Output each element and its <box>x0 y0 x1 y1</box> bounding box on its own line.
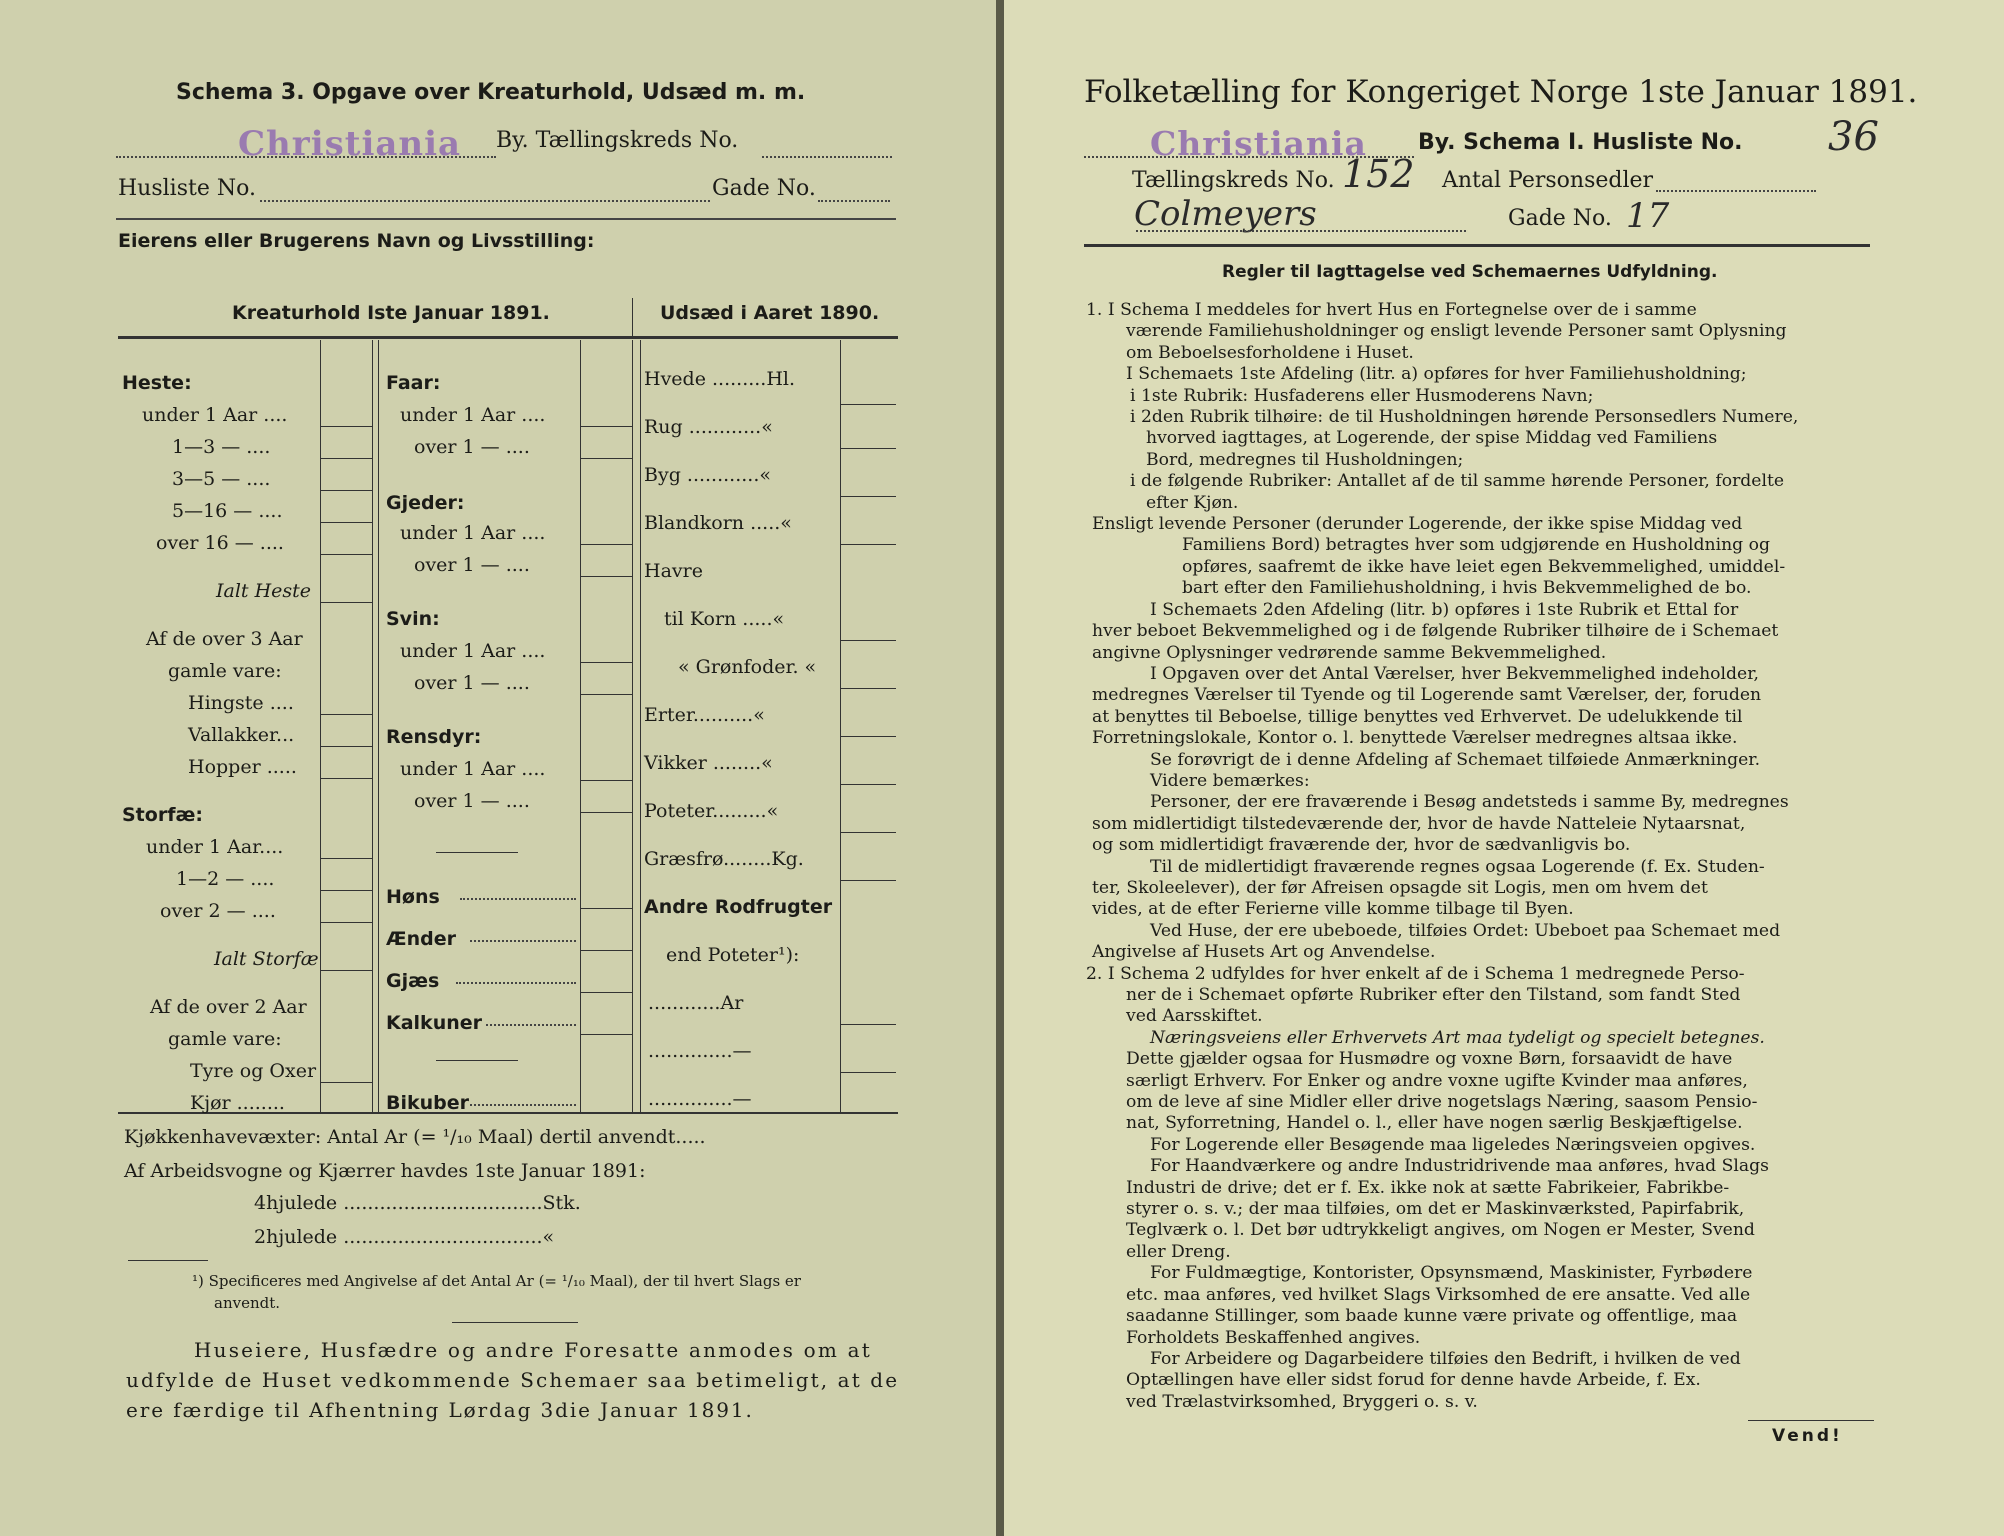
rule-line: Ved Huse, der ere ubeboede, tilføies Ordet: Ubeboet paa Schemaet med <box>1150 920 1781 941</box>
col1-row: gamle vare: <box>168 660 282 682</box>
rule-line: efter Kjøn. <box>1146 492 1239 513</box>
col1-valuecol-left <box>320 340 321 1112</box>
cell-line <box>840 496 896 497</box>
rule-line: at benyttes til Beboelse, tillige benyttes ved Erhvervet. De udelukkende til <box>1092 706 1743 727</box>
col2-row: under 1 Aar .... <box>400 522 546 544</box>
dotfill <box>486 1024 576 1026</box>
rule-line: bart efter den Familiehusholdning, i hvis Bekvemmelighed de bo. <box>1182 578 1752 599</box>
rule-line: ved Trælastvirksomhed, Bryggeri o. s. v. <box>1126 1391 1478 1412</box>
header-rule-right <box>1084 244 1870 247</box>
rule-line: vides, at de efter Ferierne ville komme tilbage til Byen. <box>1092 899 1574 920</box>
rule-line: ved Aarsskiftet. <box>1126 1006 1263 1027</box>
street-name: Colmeyers <box>1134 194 1317 234</box>
col1-divider-b <box>378 340 379 1112</box>
rule-line: medregnes Værelser til Tyende og til Logerende samt Værelser, der, foruden <box>1092 685 1762 706</box>
footnote-2: anvendt. <box>214 1294 281 1312</box>
rule-line: og som midlertidigt fraværende der, hvor de sædvanligvis bo. <box>1092 835 1631 856</box>
schema3-title: Schema 3. Opgave over Kreaturhold, Udsæd m. m. <box>176 80 806 105</box>
rule-line: om de leve af sine Midler eller drive nogetslags Næring, saasom Pensio- <box>1126 1092 1758 1113</box>
cell-line <box>840 880 896 881</box>
cell-line <box>840 832 896 833</box>
cell-line <box>320 458 372 459</box>
street-dotline <box>1136 230 1466 232</box>
rule-line: om Beboelsesforholdene i Huset. <box>1126 342 1414 363</box>
rule-line: Teglværk o. l. Det bør udtrykkeligt angives, om Nogen er Mester, Svend <box>1126 1220 1755 1241</box>
dotfill <box>470 1104 576 1106</box>
cell-line <box>580 1034 632 1035</box>
col2-row: under 1 Aar .... <box>400 758 546 780</box>
col1-row: Af de over 2 Aar <box>150 996 307 1018</box>
cell-line <box>580 458 632 459</box>
hjul2-line: 2hjulede .................................« <box>254 1226 555 1248</box>
col2-divider <box>632 340 633 1112</box>
city-dotline <box>116 156 496 158</box>
rule-line: hver beboet Bekvemmelighed og i de følgende Rubriker tilhøire de i Schemaet <box>1092 621 1779 642</box>
cell-line <box>840 404 896 405</box>
col2-row: under 1 Aar .... <box>400 640 546 662</box>
col3-blank: ..............— <box>648 1040 752 1062</box>
cell-line <box>580 780 632 781</box>
rule-line: Angivelse af Husets Art og Anvendelse. <box>1092 942 1436 963</box>
dotfill <box>470 940 576 942</box>
left-page <box>0 0 996 1536</box>
kreds-label: Tællingskreds No. <box>1132 168 1335 193</box>
col1-row: Vallakker... <box>188 724 295 746</box>
col2-divider-b <box>640 340 641 1112</box>
rule-line: i 2den Rubrik tilhøire: de til Husholdningen hørende Personsedlers Numere, <box>1130 407 1799 428</box>
rule-line: Se forøvrigt de i denne Afdeling af Schemaet tilføiede Anmærkninger. <box>1150 749 1761 770</box>
col3-ar: ............Ar <box>648 992 744 1014</box>
col3-end-poteter: end Poteter¹): <box>666 944 800 966</box>
cell-line <box>580 992 632 993</box>
col2-hons: Høns <box>386 886 440 908</box>
col1-row: Tyre og Oxer <box>190 1060 317 1082</box>
rule-line: nat, Syforretning, Handel o. l., eller have nogen særlig Beskjæftigelse. <box>1126 1113 1743 1134</box>
table-top-rule <box>118 336 898 339</box>
col1-row: Af de over 3 Aar <box>146 628 303 650</box>
cell-line <box>580 662 632 663</box>
col3-rug: Rug ............« <box>644 416 773 438</box>
gade-no: 17 <box>1626 196 1670 236</box>
rule-line: Optællingen have eller sidst forud for denne havde Arbeide, f. Ex. <box>1126 1370 1701 1391</box>
footnote-1: ¹) Specificeres med Angivelse af det Antal Ar (= ¹/₁₀ Maal), der til hvert Slags er <box>192 1272 801 1290</box>
rule-line: i 1ste Rubrik: Husfaderens eller Husmoderens Navn; <box>1130 385 1594 406</box>
col2-bikuber: Bikuber <box>386 1092 470 1114</box>
rule-line: ter, Skoleelever), der før Afreisen opsagde sit Logis, men om hvem det <box>1092 877 1708 898</box>
antal-label: Antal Personsedler <box>1442 168 1654 193</box>
cell-line <box>320 970 372 971</box>
rule-line: opføres, saafremt de ikke have leiet egen Bekvemmelighed, umiddel- <box>1182 556 1786 577</box>
col2-kalkuner: Kalkuner <box>386 1012 483 1034</box>
cell-line <box>580 544 632 545</box>
vend-rule <box>1748 1420 1874 1421</box>
col1-row: 1—2 — .... <box>176 868 275 890</box>
col2-rensdyr: Rensdyr: <box>386 726 482 748</box>
col1-row: over 16 — .... <box>156 532 284 554</box>
kjokkenhave-line: Kjøkkenhavevæxter: Antal Ar (= ¹/₁₀ Maal) dertil anvendt..... <box>124 1126 706 1148</box>
rule-line: Næringsveiens eller Erhvervets Art maa tydeligt og specielt betegnes. <box>1150 1027 1765 1048</box>
city-stamp-right: Christiania <box>1150 124 1367 163</box>
rule-line: hvorved iagttages, at Logerende, der spise Middag ved Familiens <box>1146 428 1718 449</box>
udsaed-header: Udsæd i Aaret 1890. <box>660 302 880 324</box>
col1-row: 5—16 — .... <box>172 500 283 522</box>
cell-line <box>580 576 632 577</box>
rule-line: For Arbeidere og Dagarbeidere tilføies den Bedrift, i hvilken de ved <box>1150 1348 1741 1369</box>
by-label: By. Tællingskreds No. <box>496 128 739 153</box>
dotfill <box>456 982 576 984</box>
col1-row: over 2 — .... <box>160 900 276 922</box>
col1-row: under 1 Aar .... <box>142 404 288 426</box>
col2-row: over 1 — .... <box>414 790 530 812</box>
cell-line <box>320 922 372 923</box>
header-rule <box>116 218 896 220</box>
rule-line: ner de i Schemaet opførte Rubriker efter den Tilstand, som fandt Sted <box>1126 985 1741 1005</box>
cell-line <box>840 448 896 449</box>
cell-line <box>320 778 372 779</box>
husliste-dotline <box>260 200 710 202</box>
schema1-line: By. Schema I. Husliste No. <box>1418 130 1743 155</box>
rule-line: Videre bemærkes: <box>1150 770 1310 791</box>
cell-line <box>580 694 632 695</box>
dotfill <box>460 898 576 900</box>
husliste-label: Husliste No. <box>118 176 256 201</box>
rule-line: 2. I Schema 2 udfyldes for hver enkelt af de i Schema 1 medregnede Perso- <box>1086 963 1745 984</box>
col1-divider <box>372 340 373 1112</box>
cell-line <box>320 1082 372 1083</box>
col2-svin: Svin: <box>386 608 440 630</box>
rule-line: særligt Erhverv. For Enker og andre voxne ugifte Kvinder maa anføres, <box>1126 1070 1748 1091</box>
vend-label: Vend! <box>1772 1426 1843 1446</box>
antal-dotline <box>1656 190 1816 192</box>
cell-line <box>840 544 896 545</box>
closing-line-2: udfylde de Huset vedkommende Schemaer saa betimeligt, at de <box>126 1368 900 1392</box>
rule-line: værende Familiehusholdninger og ensligt levende Personer samt Oplysning <box>1126 321 1787 342</box>
city-stamp: Christiania <box>238 124 462 164</box>
col1-ialt-storfae: Ialt Storfæ <box>214 948 319 970</box>
rule-line: Dette gjælder ogsaa for Husmødre og voxne Børn, forsaavidt de have <box>1126 1049 1733 1070</box>
cell-line <box>580 426 632 427</box>
col1-storfae: Storfæ: <box>122 804 203 826</box>
cell-line <box>320 746 372 747</box>
col2-row: over 1 — .... <box>414 672 530 694</box>
cell-line <box>320 890 372 891</box>
cell-line <box>840 640 896 641</box>
col1-row: Hopper ..... <box>188 756 297 778</box>
arbeidsvogne-line: Af Arbeidsvogne og Kjærrer havdes 1ste Januar 1891: <box>124 1160 646 1182</box>
rule-line: Industri de drive; det er f. Ex. ikke nok at sætte Fabrikeier, Fabrikbe- <box>1126 1177 1730 1198</box>
col3-rodfrugter: Andre Rodfrugter <box>644 896 833 918</box>
rule-line: For Logerende eller Besøgende maa ligeledes Næringsveien opgives. <box>1150 1134 1756 1155</box>
cell-line <box>320 522 372 523</box>
col1-row: under 1 Aar.... <box>146 836 284 858</box>
cell-line <box>580 812 632 813</box>
col3-byg: Byg ............« <box>644 464 771 486</box>
col1-row: 3—5 — .... <box>172 468 271 490</box>
col2-faar: Faar: <box>386 372 441 394</box>
col3-valuecol-left <box>840 340 841 1112</box>
col3-hvede: Hvede .........Hl. <box>644 368 796 390</box>
col1-heste: Heste: <box>122 372 192 394</box>
cell-line <box>840 784 896 785</box>
rule-line: Bord, medregnes til Husholdningen; <box>1146 449 1464 470</box>
cell-line <box>580 908 632 909</box>
col1-row: Hingste .... <box>188 692 294 714</box>
col2-gjaes: Gjæs <box>386 970 440 992</box>
col2-aender: Ænder <box>386 928 456 950</box>
col3-poteter: Poteter.........« <box>644 800 779 822</box>
footnote-rule <box>128 1260 208 1261</box>
rule-line: I Opgaven over det Antal Værelser, hver Bekvemmelighed indeholder, <box>1150 663 1759 684</box>
gade-dotline <box>818 200 890 202</box>
gade-label: Gade No. <box>712 176 816 201</box>
col3-vikker: Vikker ........« <box>644 752 773 774</box>
rule-line: Familiens Bord) betragtes hver som udgjørende en Husholdning og <box>1182 535 1770 556</box>
col3-graesfro: Græsfrø........Kg. <box>644 848 804 870</box>
rule-line: styrer o. s. v.; der maa tilføies, om det er Maskinværksted, Papirfabrik, <box>1126 1199 1745 1220</box>
closing-line-1: Huseiere, Husfædre og andre Foresatte anmodes om at <box>194 1338 872 1362</box>
cell-line <box>320 426 372 427</box>
kreaturhold-header: Kreaturhold Iste Januar 1891. <box>232 302 550 324</box>
short-rule <box>436 1060 518 1061</box>
col1-row: Kjør ........ <box>190 1092 285 1114</box>
rule-line: I Schemaets 1ste Afdeling (litr. a) opføres for hver Familiehusholdning; <box>1126 364 1747 385</box>
cell-line <box>320 714 372 715</box>
rule-line: som midlertidigt tilstedeværende der, hvor de havde Natteleie Nytaarsnat, <box>1092 813 1746 834</box>
col1-row: gamle vare: <box>168 1028 282 1050</box>
rule-line: eller Dreng. <box>1126 1241 1231 1262</box>
cell-line <box>320 858 372 859</box>
hjul4-line: 4hjulede .................................Stk. <box>254 1192 581 1214</box>
census-title: Folketælling for Kongeriget Norge 1ste Januar 1891. <box>1084 74 1918 110</box>
closing-line-3: ere færdige til Afhentning Lørdag 3die Januar 1891. <box>126 1398 754 1422</box>
rules-title: Regler til Iagttagelse ved Schemaernes Udfyldning. <box>1222 262 1718 282</box>
cell-line <box>320 490 372 491</box>
rule-line: etc. maa anføres, ved hvilket Slags Virksomhed de ere ansatte. Ved alle <box>1126 1284 1751 1305</box>
col1-ialt-heste: Ialt Heste <box>216 580 312 602</box>
col3-erter: Erter..........« <box>644 704 765 726</box>
cell-line <box>580 950 632 951</box>
rule-line: angivne Oplysninger vedrørende samme Bekvemmelighed. <box>1092 642 1607 663</box>
col2-row: over 1 — .... <box>414 554 530 576</box>
kreds-dotline <box>762 156 892 158</box>
col2-row: over 1 — .... <box>414 436 530 458</box>
rule-line: Forretningslokale, Kontor o. l. benyttede Værelser medregnes altsaa ikke. <box>1092 728 1738 749</box>
rule-line: saadanne Stillinger, som baade kunne være private og offentlige, maa <box>1126 1306 1738 1327</box>
header-divider <box>632 298 633 336</box>
col3-til-korn: til Korn .....« <box>664 608 785 630</box>
owner-label: Eierens eller Brugerens Navn og Livsstilling: <box>118 230 595 252</box>
rule-line: I Schemaets 2den Afdeling (litr. b) opføres i 1ste Rubrik et Ettal for <box>1150 599 1739 620</box>
cell-line <box>320 554 372 555</box>
cell-line <box>840 1024 896 1025</box>
rule-line: For Haandværkere og andre Industridrivende maa anføres, hvad Slags <box>1150 1156 1769 1177</box>
rule-line: Til de midlertidigt fraværende regnes ogsaa Logerende (f. Ex. Studen- <box>1150 856 1765 877</box>
kreds-no: 152 <box>1342 152 1415 196</box>
col2-row: under 1 Aar .... <box>400 404 546 426</box>
col3-havre: Havre <box>644 560 703 582</box>
rule-line: Forholdets Beskaffenhed angives. <box>1126 1327 1421 1348</box>
cell-line <box>840 688 896 689</box>
col3-gronfoder: « Grønfoder. « <box>678 656 817 678</box>
cell-line <box>320 602 372 603</box>
short-rule <box>436 852 518 853</box>
col3-blandkorn: Blandkorn .....« <box>644 512 792 534</box>
husliste-no: 36 <box>1828 114 1879 160</box>
rule-line: 1. I Schema I meddeles for hvert Hus en Fortegnelse over de i samme <box>1086 300 1697 320</box>
closing-rule <box>452 1322 578 1323</box>
rule-line: For Fuldmægtige, Kontorister, Opsynsmænd, Maskinister, Fyrbødere <box>1150 1263 1753 1284</box>
rules-text <box>1086 300 1866 1413</box>
col2-gjeder: Gjeder: <box>386 492 465 514</box>
col3-blank: ..............— <box>648 1088 752 1110</box>
rule-line: i de følgende Rubriker: Antallet af de til samme hørende Personer, fordelte <box>1130 471 1785 492</box>
gade-label-right: Gade No. <box>1508 206 1612 231</box>
col1-row: 1—3 — .... <box>172 436 271 458</box>
rule-line: Personer, der ere fraværende i Besøg andetsteds i samme By, medregnes <box>1150 792 1789 813</box>
cell-line <box>840 736 896 737</box>
cell-line <box>840 1072 896 1073</box>
col2-valuecol-left <box>580 340 581 1112</box>
rule-line: Ensligt levende Personer (derunder Logerende, der ikke spise Middag ved <box>1092 514 1743 535</box>
